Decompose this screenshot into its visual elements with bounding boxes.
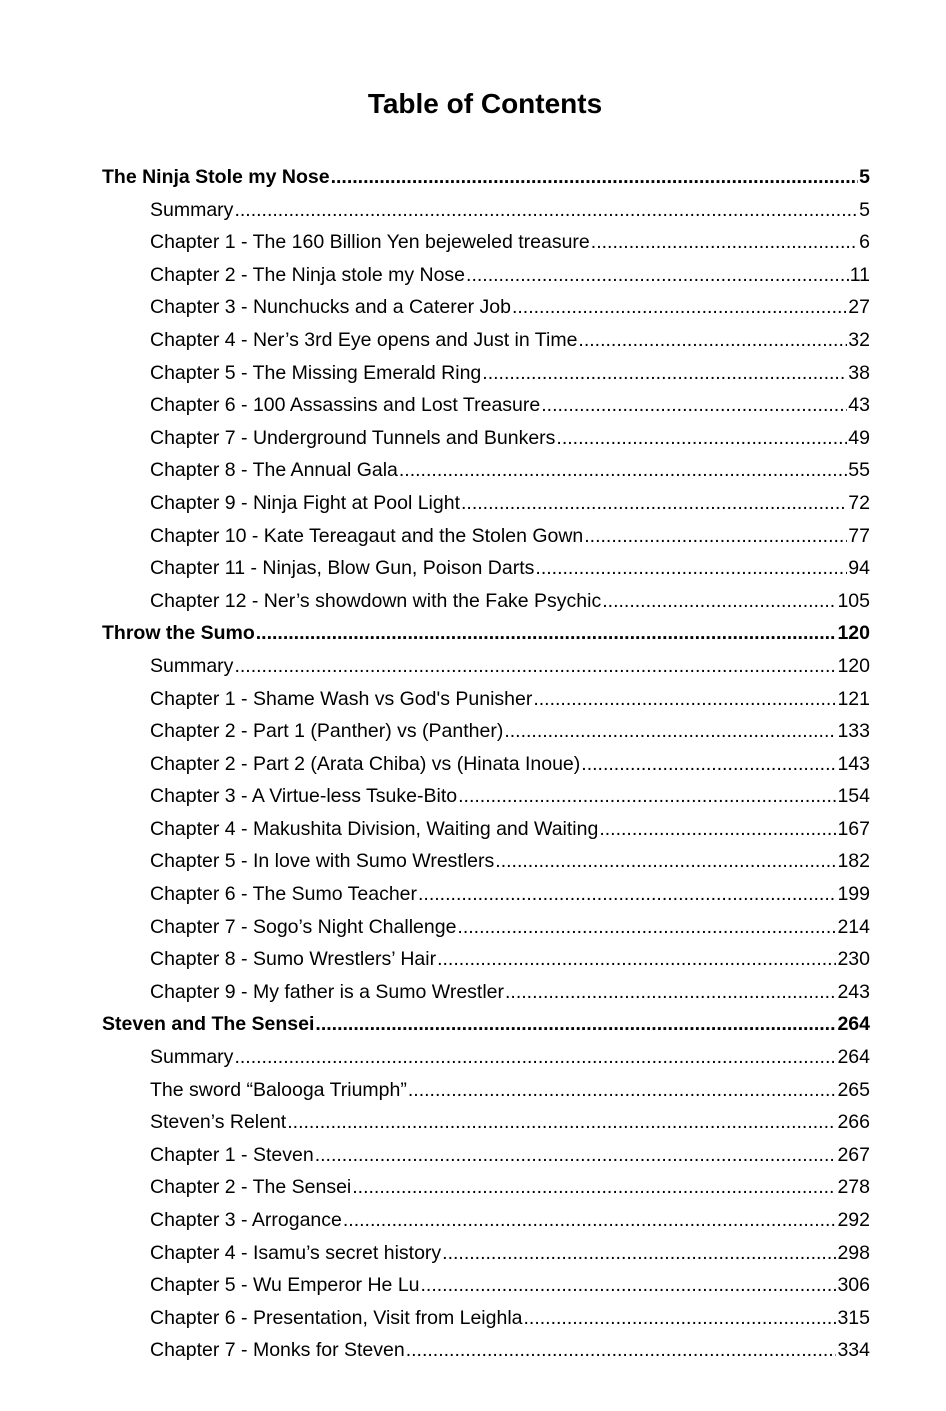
- table-of-contents: [102, 161, 870, 1367]
- toc-entry-label: Chapter 4 - Ner’s 3rd Eye opens and Just in Time: [150, 328, 578, 351]
- toc-entry-page-number: 167: [837, 817, 870, 840]
- toc-entry-page-number: 306: [837, 1274, 870, 1297]
- toc-entry-page-number: 77: [848, 524, 870, 547]
- dot-leader: [556, 422, 847, 455]
- toc-chapter-entry[interactable]: [102, 1204, 870, 1237]
- toc-entry-page-number: 334: [837, 1339, 870, 1362]
- dot-leader: [315, 1139, 837, 1172]
- dot-leader: [541, 389, 847, 422]
- dot-leader: [234, 194, 858, 227]
- toc-entry-page-number: 214: [837, 915, 870, 938]
- dot-leader: [466, 259, 849, 292]
- toc-entry-label: Chapter 6 - Presentation, Visit from Leighla: [150, 1306, 523, 1329]
- toc-chapter-entry[interactable]: [102, 520, 870, 553]
- dot-leader: [581, 748, 836, 781]
- toc-chapter-entry[interactable]: [102, 650, 870, 683]
- toc-entry-label: Chapter 8 - Sumo Wrestlers’ Hair: [150, 948, 437, 971]
- toc-entry-label: Chapter 8 - The Annual Gala: [150, 459, 398, 482]
- toc-chapter-entry[interactable]: [102, 1237, 870, 1270]
- dot-leader: [458, 780, 836, 813]
- toc-chapter-entry[interactable]: [102, 1334, 870, 1367]
- dot-leader: [578, 324, 847, 357]
- dot-leader: [505, 976, 836, 1009]
- toc-chapter-entry[interactable]: [102, 780, 870, 813]
- toc-entry-page-number: 49: [848, 426, 870, 449]
- dot-leader: [418, 878, 836, 911]
- toc-entry-page-number: 38: [848, 361, 870, 384]
- toc-chapter-entry[interactable]: [102, 389, 870, 422]
- toc-entry-page-number: 120: [837, 654, 870, 677]
- toc-chapter-entry[interactable]: [102, 1074, 870, 1107]
- toc-entry-page-number: 55: [848, 459, 870, 482]
- toc-entry-label: Chapter 1 - Steven: [150, 1143, 314, 1166]
- dot-leader: [421, 1269, 837, 1302]
- toc-entry-page-number: 199: [837, 883, 870, 906]
- toc-section-entry[interactable]: [102, 617, 870, 650]
- toc-chapter-entry[interactable]: [102, 1269, 870, 1302]
- dot-leader: [287, 1106, 836, 1139]
- dot-leader: [591, 226, 858, 259]
- toc-entry-label: Chapter 5 - The Missing Emerald Ring: [150, 361, 482, 384]
- toc-entry-page-number: 121: [837, 687, 870, 710]
- toc-entry-page-number: 154: [837, 785, 870, 808]
- toc-chapter-entry[interactable]: [102, 878, 870, 911]
- toc-entry-label: Chapter 6 - The Sumo Teacher: [150, 883, 418, 906]
- toc-chapter-entry[interactable]: [102, 1302, 870, 1335]
- toc-entry-page-number: 5: [859, 198, 870, 221]
- toc-entry-label: Chapter 12 - Ner’s showdown with the Fake Psychic: [150, 589, 602, 612]
- toc-chapter-entry[interactable]: [102, 715, 870, 748]
- toc-entry-label: Chapter 2 - The Ninja stole my Nose: [150, 263, 466, 286]
- toc-entry-page-number: 32: [848, 328, 870, 351]
- toc-section-entry[interactable]: [102, 161, 870, 194]
- toc-entry-page-number: 264: [837, 1013, 870, 1036]
- toc-chapter-entry[interactable]: [102, 357, 870, 390]
- toc-chapter-entry[interactable]: [102, 1171, 870, 1204]
- dot-leader: [495, 845, 836, 878]
- toc-section-entry[interactable]: [102, 1008, 870, 1041]
- toc-entry-page-number: 230: [837, 948, 870, 971]
- toc-entry-label: Chapter 4 - Isamu’s secret history: [150, 1241, 442, 1264]
- toc-entry-page-number: 265: [837, 1078, 870, 1101]
- toc-entry-label: Summary: [150, 654, 234, 677]
- toc-entry-label: Chapter 2 - Part 2 (Arata Chiba) vs (Hinata Inoue): [150, 752, 581, 775]
- dot-leader: [331, 161, 859, 194]
- toc-entry-label: Chapter 2 - The Sensei: [150, 1176, 352, 1199]
- toc-entry-label: Chapter 1 - Shame Wash vs God's Punisher: [150, 687, 533, 710]
- toc-entry-label: Steven and The Sensei: [102, 1013, 315, 1036]
- toc-entry-label: Chapter 3 - Arrogance: [150, 1209, 342, 1231]
- toc-entry-page-number: 278: [837, 1176, 870, 1199]
- dot-leader: [234, 650, 836, 683]
- toc-chapter-entry[interactable]: [102, 911, 870, 944]
- toc-chapter-entry[interactable]: [102, 683, 870, 716]
- toc-entry-label: Chapter 7 - Underground Tunnels and Bunkers: [150, 426, 556, 449]
- dot-leader: [524, 1302, 837, 1335]
- toc-chapter-entry[interactable]: [102, 943, 870, 976]
- toc-chapter-entry[interactable]: [102, 259, 870, 292]
- toc-chapter-entry[interactable]: [102, 813, 870, 846]
- toc-entry-page-number: 5: [859, 166, 870, 188]
- toc-chapter-entry[interactable]: [102, 324, 870, 357]
- dot-leader: [504, 715, 836, 748]
- dot-leader: [315, 1008, 836, 1041]
- dot-leader: [482, 357, 847, 390]
- toc-entry-label: Chapter 7 - Sogo’s Night Challenge: [150, 915, 457, 938]
- toc-entry-page-number: 6: [859, 231, 870, 254]
- dot-leader: [584, 520, 847, 553]
- toc-entry-page-number: 72: [848, 491, 870, 514]
- dot-leader: [442, 1237, 836, 1270]
- toc-entry-label: Summary: [150, 1046, 234, 1069]
- toc-chapter-entry[interactable]: [102, 552, 870, 585]
- toc-entry-page-number: 11: [849, 263, 870, 286]
- toc-entry-label: Chapter 11 - Ninjas, Blow Gun, Poison Darts: [150, 557, 535, 580]
- toc-entry-label: Chapter 10 - Kate Tereagaut and the Stolen Gown: [150, 524, 584, 547]
- toc-chapter-entry[interactable]: [102, 748, 870, 781]
- toc-chapter-entry[interactable]: [102, 194, 870, 227]
- dot-leader: [535, 552, 847, 585]
- dot-leader: [399, 454, 847, 487]
- toc-entry-page-number: 266: [837, 1111, 870, 1134]
- toc-entry-page-number: 105: [837, 589, 870, 612]
- dot-leader: [437, 943, 836, 976]
- dot-leader: [352, 1171, 836, 1204]
- dot-leader: [457, 911, 836, 944]
- toc-entry-label: Chapter 7 - Monks for Steven: [150, 1339, 405, 1362]
- toc-chapter-entry[interactable]: [102, 976, 870, 1009]
- page-title: Table of Contents: [367, 88, 603, 119]
- toc-entry-page-number: 292: [837, 1209, 870, 1231]
- toc-chapter-entry[interactable]: [102, 1106, 870, 1139]
- toc-entry-page-number: 43: [848, 394, 870, 417]
- toc-entry-label: Chapter 6 - 100 Assassins and Lost Treasure: [150, 394, 541, 417]
- dot-leader: [408, 1074, 837, 1107]
- dot-leader: [602, 585, 836, 618]
- toc-entry-label: Chapter 9 - Ninja Fight at Pool Light: [150, 491, 461, 514]
- toc-chapter-entry[interactable]: [102, 422, 870, 455]
- dot-leader: [533, 683, 836, 716]
- dot-leader: [512, 291, 847, 324]
- toc-chapter-entry[interactable]: [102, 291, 870, 324]
- toc-entry-label: Chapter 5 - Wu Emperor He Lu: [150, 1274, 420, 1297]
- toc-chapter-entry[interactable]: [102, 845, 870, 878]
- toc-entry-label: Chapter 5 - In love with Sumo Wrestlers: [150, 850, 495, 873]
- toc-entry-page-number: 315: [837, 1306, 870, 1329]
- toc-chapter-entry[interactable]: [102, 1041, 870, 1074]
- toc-entry-page-number: 267: [837, 1143, 870, 1166]
- toc-entry-page-number: 94: [848, 557, 870, 580]
- toc-entry-label: Chapter 9 - My father is a Sumo Wrestler: [150, 980, 505, 1003]
- toc-entry-page-number: 27: [848, 296, 870, 319]
- dot-leader: [599, 813, 836, 846]
- toc-entry-label: Chapter 4 - Makushita Division, Waiting and Waiting: [150, 817, 599, 840]
- dot-leader: [406, 1334, 837, 1367]
- toc-entry-label: The sword “Balooga Triumph”: [150, 1078, 407, 1101]
- toc-chapter-entry[interactable]: [102, 487, 870, 520]
- toc-entry-page-number: 143: [837, 752, 870, 775]
- dot-leader: [234, 1041, 836, 1074]
- toc-entry-label: Chapter 3 - Nunchucks and a Caterer Job: [150, 296, 511, 319]
- toc-entry-label: Chapter 1 - The 160 Billion Yen bejeweled treasure: [150, 231, 590, 254]
- toc-entry-label: Summary: [150, 198, 234, 221]
- toc-entry-label: Chapter 3 - A Virtue-less Tsuke-Bito: [150, 785, 458, 808]
- toc-entry-page-number: 120: [837, 622, 870, 645]
- dot-leader: [461, 487, 847, 520]
- dot-leader: [343, 1204, 837, 1237]
- toc-chapter-entry[interactable]: [102, 226, 870, 259]
- toc-chapter-entry[interactable]: [102, 585, 870, 618]
- toc-entry-page-number: 243: [837, 980, 870, 1003]
- toc-entry-label: The Ninja Stole my Nose: [102, 166, 330, 188]
- toc-entry-label: Throw the Sumo: [102, 622, 255, 645]
- dot-leader: [256, 617, 837, 650]
- toc-entry-page-number: 298: [837, 1241, 870, 1264]
- toc-entry-page-number: 264: [837, 1046, 870, 1069]
- toc-entry-page-number: 182: [837, 850, 870, 873]
- toc-chapter-entry[interactable]: [102, 1139, 870, 1172]
- toc-entry-page-number: 133: [837, 720, 870, 743]
- toc-chapter-entry[interactable]: [102, 454, 870, 487]
- toc-entry-label: Chapter 2 - Part 1 (Panther) vs (Panther): [150, 720, 504, 743]
- toc-entry-label: Steven’s Relent: [150, 1111, 287, 1134]
